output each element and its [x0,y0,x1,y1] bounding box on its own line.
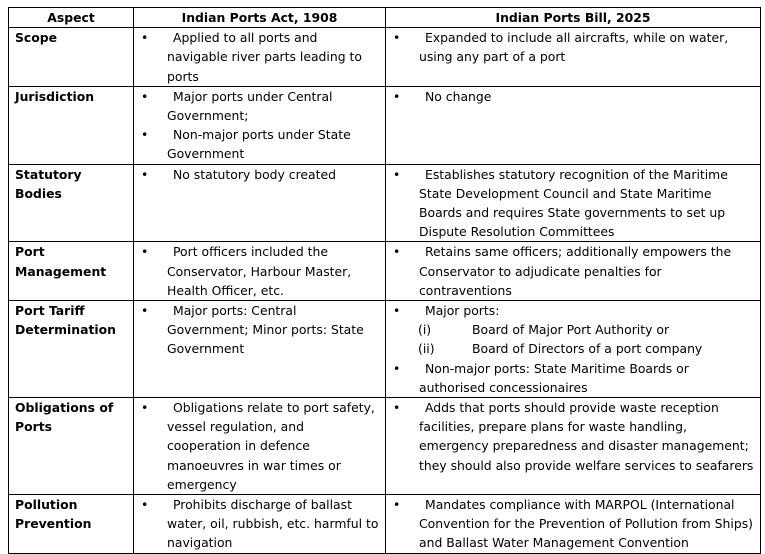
bullet-icon: • [141,30,149,46]
bullet-icon: • [393,400,401,416]
aspect-cell: Scope [9,28,134,87]
bullet-icon: • [141,497,149,513]
list-item: • Mandates compliance with MARPOL (International Convention for the Prevention of Pollution from Ships) and Ballast Water Management Convention [392,495,754,553]
list-item: • Prohibits discharge of ballast water, oil, rubbish, etc. harmful to navigation [140,495,379,553]
list-item: • Establishes statutory recognition of the Maritime State Development Council and State Maritime Boards and requires State governments to set up Dispute Resolution Committees [392,165,754,242]
comparison-table [8,7,761,554]
list-item: • Applied to all ports and navigable river parts leading to ports [140,28,379,86]
bill-cell [386,301,761,398]
list-item: • Port officers included the Conservator, Harbour Master, Health Officer, etc. [140,242,379,300]
act-cell [134,242,386,301]
act-cell [134,301,386,398]
aspect-cell: Jurisdiction [9,86,134,164]
list-item: • Obligations relate to port safety, vessel regulation, and cooperation in defence manoeuvres in war times or emergency [140,398,379,494]
bill-cell [386,86,761,164]
list-item: • No statutory body created [140,165,379,184]
list-item: • Adds that ports should provide waste reception facilities, prepare plans for waste handling, emergency preparedness and disaster management; they should also provide welfare services to seafarers [392,398,754,475]
act-cell [134,398,386,495]
bullet-icon: • [393,303,401,319]
list-item: • Expanded to include all aircrafts, while on water, using any part of a port [392,28,754,66]
act-cell [134,164,386,242]
list-item: • Non-major ports under State Government [140,125,379,163]
sub-number: (ii) [418,341,435,357]
header-row [9,8,761,28]
bullet-icon: • [393,244,401,260]
aspect-cell: Port Management [9,242,134,301]
table-row [9,28,761,87]
sub-number: (i) [418,322,432,338]
list-item: • Major ports: Central Government; Minor ports: State Government [140,301,379,359]
table-row [9,86,761,164]
aspect-cell: Statutory Bodies [9,164,134,242]
table-row [9,242,761,301]
table-row [9,398,761,495]
bullet-icon: • [393,360,401,376]
list-item: • Major ports: [392,301,754,320]
header-bill-2025: Indian Ports Bill, 2025 [386,8,761,28]
header-aspect: Aspect [9,8,134,28]
aspect-cell: Port Tariff Determination [9,301,134,398]
bullet-icon: • [141,166,149,182]
bullet-icon: • [141,303,149,319]
bullet-icon: • [141,88,149,104]
list-item: • Major ports under Central Government; [140,87,379,125]
act-cell [134,86,386,164]
aspect-cell: Pollution Prevention [9,495,134,554]
list-item: • No change [392,87,754,106]
bullet-icon: • [141,244,149,260]
bill-cell [386,28,761,87]
table-row [9,164,761,242]
sub-list-item: (ii) Board of Directors of a port company [392,339,754,358]
bill-cell [386,398,761,495]
sub-list-item: (i) Board of Major Port Authority or [392,320,754,339]
bill-cell [386,495,761,554]
bullet-icon: • [393,88,401,104]
bullet-icon: • [393,497,401,513]
bill-cell [386,242,761,301]
table-row [9,495,761,554]
bullet-icon: • [393,166,401,182]
bullet-icon: • [141,400,149,416]
list-item: • Non-major ports: State Maritime Boards or authorised concessionaires [392,359,754,397]
bullet-icon: • [393,30,401,46]
act-cell [134,28,386,87]
aspect-cell: Obligations of Ports [9,398,134,495]
header-act-1908: Indian Ports Act, 1908 [134,8,386,28]
list-item: • Retains same officers; additionally empowers the Conservator to adjudicate penalties for contraventions [392,242,754,300]
bill-cell [386,164,761,242]
table-row [9,301,761,398]
act-cell [134,495,386,554]
bullet-icon: • [141,127,149,143]
